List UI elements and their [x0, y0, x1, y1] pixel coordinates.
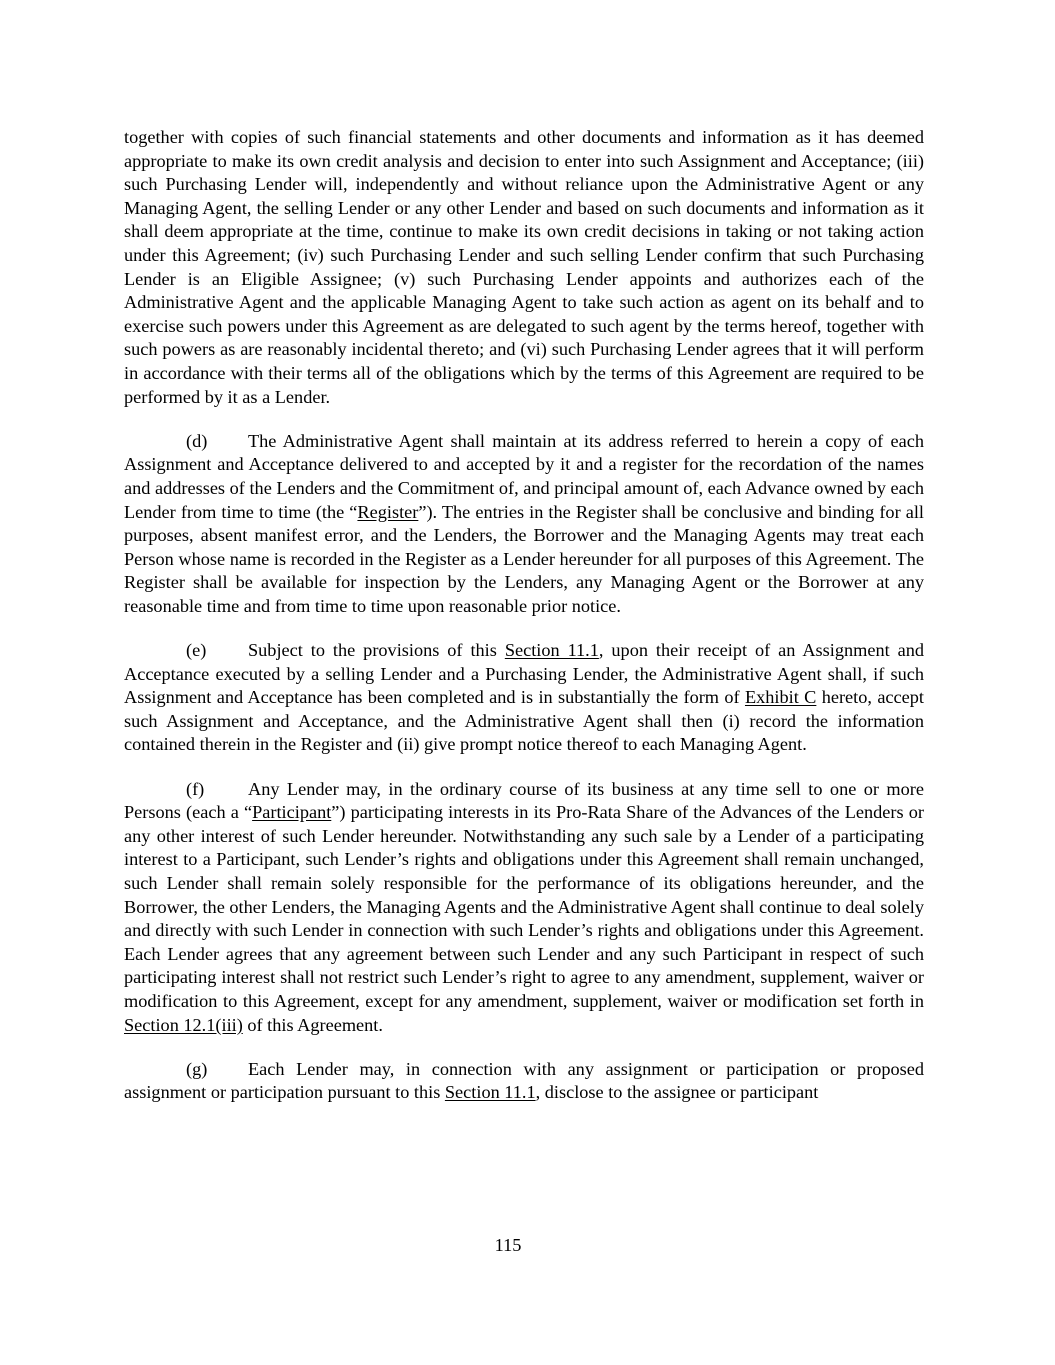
paragraph-text: hereto, accept such Assignment and Acceptance, and the Administrative Agent shall then (i) record the information contained therein in the Register and (ii) give prompt notice thereof to each Managing Agent. — [124, 687, 924, 755]
paragraph-label: (d) — [186, 430, 208, 451]
paragraph-text: Each Lender may, in connection with any assignment or participation or proposed assignment or participation pursuant to this — [124, 1058, 924, 1103]
paragraph-continuation — [124, 126, 924, 409]
defined-term-participant: Participant — [252, 802, 332, 823]
section-reference: Section 11.1 — [504, 640, 599, 661]
paragraph-text: ”). The entries in the Register shall be conclusive and binding for all purposes, absent manifest error, and the Lenders, the Borrower and the Managing Agents may treat each Person whose name is recorded in the Register as a Lender hereunder for all purposes of this Agreement. The Register shall be available for inspection by the Lenders, any Managing Agent or the Borrower at any reasonable time and from time to time upon reasonable prior notice. — [124, 501, 924, 616]
exhibit-reference: Exhibit C — [744, 687, 817, 708]
paragraph-text: , upon their receipt of an Assignment and Acceptance executed by a selling Lender and a Purchasing Lender, the Administrative Agent shall, if such Assignment and Acceptance has been completed and is in substantially the form of — [124, 640, 925, 708]
section-reference: Section 12.1(iii) — [124, 1014, 243, 1035]
paragraph-text: Any Lender may, in the ordinary course of its business at any time sell to one or more Persons (each a “ — [124, 778, 924, 823]
paragraph-g — [124, 1058, 924, 1105]
paragraph-text: together with copies of such financial statements and other documents and information as it has deemed appropriate to make its own credit analysis and decision to enter into such Assignment and Acceptance; (iii) such Purchasing Lender will, independently and without reliance upon the Administrative Agent or any Managing Agent, the selling Lender or any other Lender and based on such documents and information as it shall deem appropriate at the time, continue to make its own credit decisions in taking or not taking action under this Agreement; (iv) such Purchasing Lender and such selling Lender confirm that such Purchasing Lender is an Eligible Assignee; (v) such Purchasing Lender appoints and authorizes each of the Administrative Agent and the applicable Managing Agent to take such action as agent on its behalf and to exercise such powers under this Agreement as are delegated to such agent by the terms hereof, together with such powers as are reasonably incidental thereto; and (vi) such Purchasing Lender agrees that it will perform in accordance with their terms all of the obligations which by the terms of this Agreement are required to be performed by it as a Lender. — [124, 127, 924, 407]
paragraph-text: of this Agreement. — [242, 1014, 383, 1035]
paragraph-text: , disclose to the assignee or participant — [535, 1082, 819, 1103]
document-page — [124, 126, 924, 1105]
paragraph-e — [124, 639, 924, 757]
paragraph-label: (e) — [186, 640, 207, 661]
defined-term-register: Register — [357, 501, 419, 522]
paragraph-label: (f) — [186, 778, 205, 799]
section-reference: Section 11.1 — [444, 1082, 536, 1103]
paragraph-text: The Administrative Agent shall maintain at its address referred to herein a copy of each Assignment and Acceptance delivered to and accepted by it and a register for the recordation of the names and addresses of the Lenders and the Commitment of, and principal amount of, each Advance owned by each Lender from time to time (the “ — [124, 430, 924, 522]
page-number: 115 — [494, 1235, 522, 1255]
paragraph-d — [124, 430, 924, 619]
paragraph-label: (g) — [186, 1058, 208, 1079]
paragraph-text: ”) participating interests in its Pro-Rata Share of the Advances of the Lenders or any other interest of such Lender hereunder. Notwithstanding any such sale by a Lender of a participating interest to a Participant, such Lender’s rights and obligations under this Agreement shall remain unchanged, such Lender shall remain solely responsible for the performance of its obligations hereunder, and the Borrower, the other Lenders, the Managing Agents and the Administrative Agent shall continue to deal solely and directly with such Lender in connection with such Lender’s rights and obligations under this Agreement. Each Lender agrees that any agreement between such Lender and any such Participant in respect of such participating interest shall not restrict such Lender’s right to agree to any amendment, supplement, waiver or modification to this Agreement, except for any amendment, supplement, waiver or modification set forth in — [124, 802, 924, 1011]
paragraph-f — [124, 778, 924, 1038]
paragraph-text: Subject to the provisions of this — [248, 640, 505, 661]
